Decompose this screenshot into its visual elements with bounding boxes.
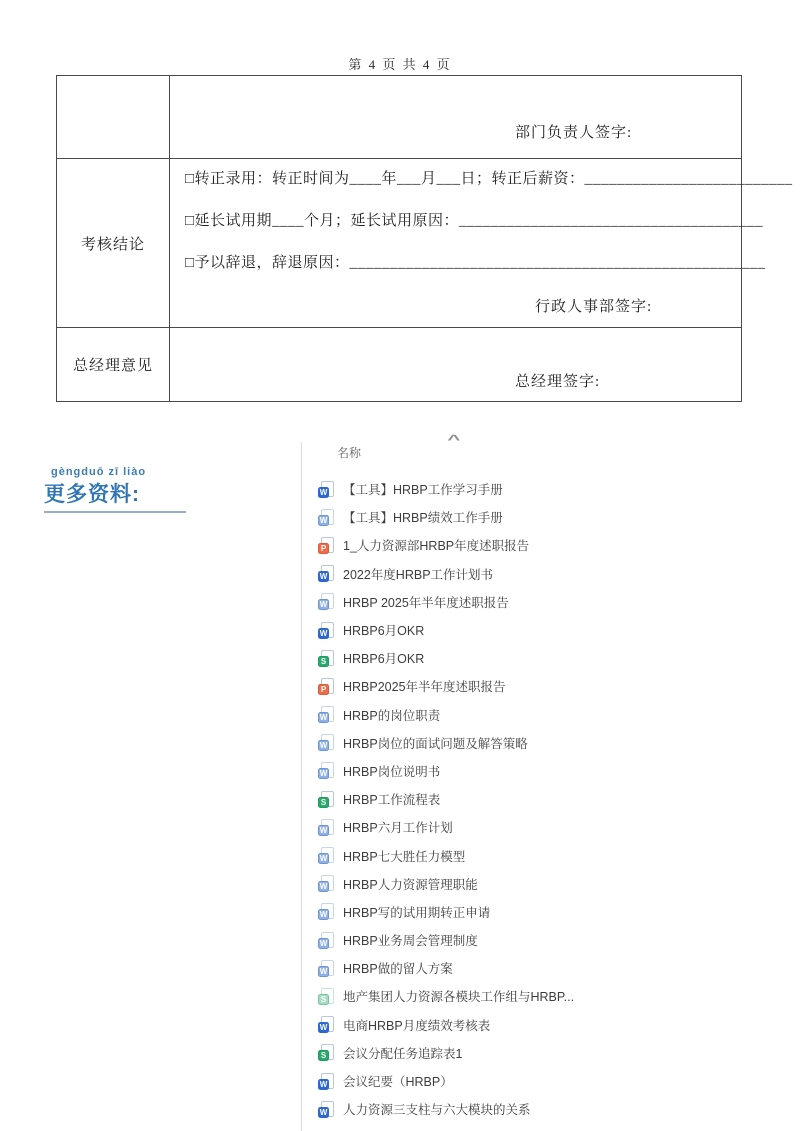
file-row[interactable] [302,1067,772,1095]
word-solid-file-icon: W [318,1101,334,1118]
file-name: HRBP六月工作计划 [343,821,453,836]
option-dismiss: □予以辞退，辞退原因：____________________________________________________ [185,255,766,271]
conclusion-cell [170,159,799,327]
file-row[interactable] [302,785,772,813]
page-number-header: 第 4 页 共 4 页 [348,57,452,72]
file-row[interactable] [302,503,772,531]
file-row[interactable] [302,757,772,785]
file-row[interactable] [302,616,772,644]
word-outline-file-icon: W [318,706,334,723]
department-signature-cell [170,76,741,158]
sheet-solid-file-icon: S [318,791,334,808]
file-name: 人力资源三支柱与六大模块的关系 [343,1103,531,1118]
hr-admin-signature-label: 行政人事部签字: [535,299,653,315]
file-row[interactable] [302,954,772,982]
more-resources-link[interactable] [44,466,186,513]
file-row[interactable] [302,841,772,869]
sheet-outline-file-icon: S [318,988,334,1005]
file-row[interactable] [302,870,772,898]
file-name: HRBP做的留人方案 [343,962,453,977]
conclusion-options [170,159,799,316]
word-outline-file-icon: W [318,903,334,920]
word-solid-file-icon: W [318,622,334,639]
file-row[interactable] [302,475,772,503]
table-row-conclusion [57,158,793,327]
file-row[interactable] [302,926,772,954]
file-name: 会议分配任务追踪表1 [343,1046,463,1061]
word-outline-file-icon: W [318,960,334,977]
file-name: 地产集团人力资源各模块工作组与HRBP... [343,990,575,1005]
ppt-solid-file-icon: P [318,537,334,554]
file-name: 电商HRBP月度绩效考核表 [343,1018,491,1033]
word-solid-file-icon: W [318,481,334,498]
row-label-empty [57,76,170,158]
file-name: HRBP业务周会管理制度 [343,934,478,949]
ppt-solid-file-icon: P [318,678,334,695]
file-name: HRBP岗位的面试问题及解答策略 [343,736,528,751]
file-name: HRBP 2025年半年度述职报告 [343,595,509,610]
table-row-gm-opinion [57,327,741,401]
more-resources-label: 更多资料: [44,478,186,513]
file-row[interactable] [302,982,772,1010]
file-name: 会议纪要（HRBP） [343,1075,453,1090]
department-head-signature-label: 部门负责人签字: [515,125,633,141]
option-confirm-employment: □转正录用：转正时间为____年___月___日；转正后薪资：__________________________ [185,171,793,187]
gm-signature-cell [170,328,741,401]
sort-ascending-icon[interactable]: ^ [447,432,461,447]
word-outline-file-icon: W [318,762,334,779]
file-row[interactable] [302,644,772,672]
file-row[interactable] [302,1011,772,1039]
file-row[interactable] [302,701,772,729]
file-name: 2022年度HRBP工作计划书 [343,567,494,582]
file-row[interactable] [302,588,772,616]
file-name: 【工具】HRBP绩效工作手册 [343,511,503,526]
file-row[interactable] [302,531,772,559]
file-row[interactable] [302,1039,772,1067]
file-name: HRBP的岗位职责 [343,708,441,723]
word-outline-file-icon: W [318,819,334,836]
column-header-name[interactable]: 名称 [337,446,362,460]
file-name: HRBP人力资源管理职能 [343,877,478,892]
file-row[interactable] [302,813,772,841]
file-name: 【工具】HRBP工作学习手册 [343,483,503,498]
gm-signature-label: 总经理签字: [515,374,601,390]
sheet-solid-file-icon: S [318,650,334,667]
file-row[interactable] [302,898,772,926]
file-row[interactable] [302,560,772,588]
assessment-table [56,75,793,402]
file-name: HRBP6月OKR [343,624,425,639]
file-row[interactable] [302,1095,772,1123]
file-name: 1_人力资源部HRBP年度述职报告 [343,539,530,554]
file-list-panel [302,432,772,1123]
file-name: HRBP七大胜任力模型 [343,849,466,864]
row-label-conclusion: 考核结论 [57,159,170,327]
word-solid-file-icon: W [318,1073,334,1090]
file-list-rows [302,475,772,1123]
file-name: HRBP写的试用期转正申请 [343,905,491,920]
file-row[interactable] [302,729,772,757]
more-resources-pinyin: gèngduō zī liào [51,466,147,478]
option-extend-probation: □延长试用期____个月；延长试用原因：______________________________________ [185,213,764,229]
file-name: HRBP工作流程表 [343,793,441,808]
word-solid-file-icon: W [318,1016,334,1033]
word-outline-file-icon: W [318,734,334,751]
file-name: HRBP2025年半年度述职报告 [343,680,506,695]
word-solid-file-icon: W [318,565,334,582]
table-row-department [57,76,741,158]
sheet-solid-file-icon: S [318,1044,334,1061]
word-outline-file-icon: W [318,875,334,892]
word-outline-file-icon: W [318,593,334,610]
word-outline-file-icon: W [318,847,334,864]
word-outline-file-icon: W [318,932,334,949]
file-name: HRBP6月OKR [343,652,425,667]
row-label-gm-opinion: 总经理意见 [57,328,170,401]
word-outline-file-icon: W [318,509,334,526]
file-row[interactable] [302,672,772,700]
file-list-header [302,432,772,460]
file-name: HRBP岗位说明书 [343,764,441,779]
